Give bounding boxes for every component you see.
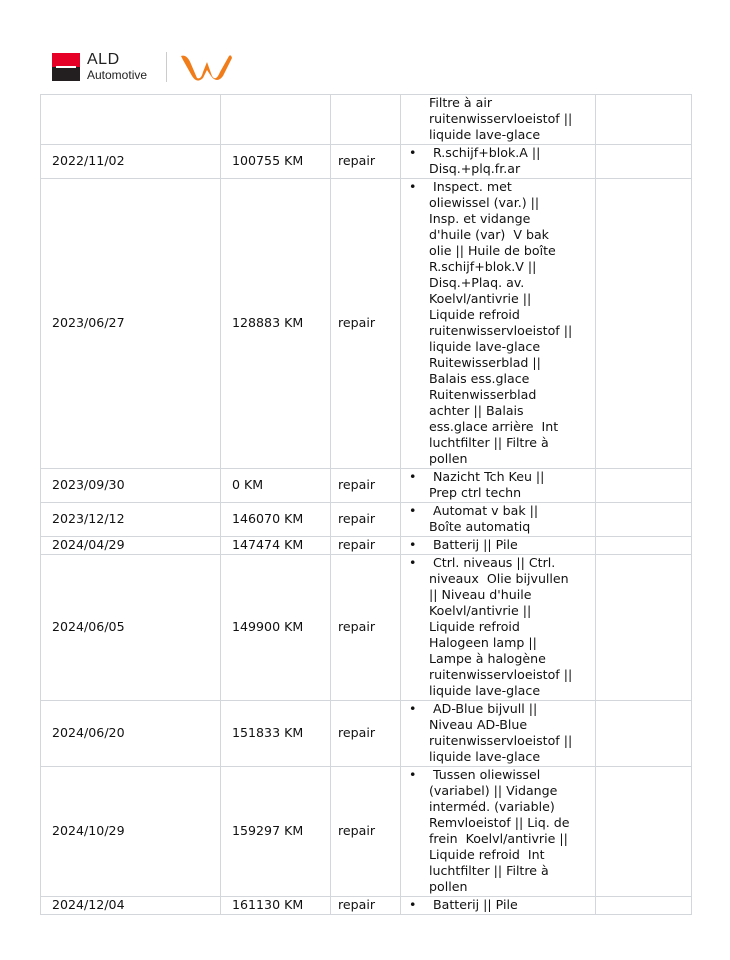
type-cell: repair [331,767,401,897]
mileage-cell: 0 KM [221,469,331,503]
description-text: Tussen oliewissel (variabel) || Vidange interméd. (variable) Remvloeistof || Liq. de frein Koelvl/antivrie || Liquide refroid Int luchtfilter || Filtre à pollen [429,767,570,894]
bullet-icon: • [409,897,417,912]
extra-cell [596,897,692,915]
table-row [41,767,692,897]
maintenance-history-table [40,94,692,915]
type-cell [331,95,401,145]
bullet-icon: • [409,145,417,160]
date-cell [41,95,221,145]
table-row [41,897,692,915]
extra-cell [596,767,692,897]
date-cell: 2024/06/20 [41,701,221,767]
date-cell: 2024/06/05 [41,555,221,701]
description-cell [401,897,596,915]
description-cell [401,469,596,503]
table-row [41,555,692,701]
type-cell: repair [331,503,401,537]
bullet-icon: • [409,767,417,782]
extra-cell [596,503,692,537]
brand-name: ALD [87,51,120,68]
description-cell [401,179,596,469]
date-cell: 2023/06/27 [41,179,221,469]
type-cell: repair [331,537,401,555]
table-row [41,145,692,179]
date-cell: 2023/09/30 [41,469,221,503]
date-cell: 2024/10/29 [41,767,221,897]
extra-cell [596,555,692,701]
description-cell [401,555,596,701]
description-text: Nazicht Tch Keu || Prep ctrl techn [429,469,545,500]
partner-w-logo [179,52,233,82]
mileage-cell: 128883 KM [221,179,331,469]
table-row [41,701,692,767]
description-text: Batterij || Pile [429,537,518,552]
description-cell [401,503,596,537]
table-row [41,95,692,145]
description-text: Inspect. met oliewissel (var.) || Insp. et vidange d'huile (var) V bak olie || Huile de boîte R.schijf+blok.V || Disq.+Plaq. av. Koelvl/antivrie || Liquide refroid ruitenwisservloeistof || liquide lave-glace Ruitewisserblad || Balais ess.glace Ruitenwisserblad achter || Balais ess.glace arrière Int luchtfilter || Filtre à pollen [429,179,573,466]
mileage-cell: 100755 KM [221,145,331,179]
type-cell: repair [331,897,401,915]
mileage-cell: 146070 KM [221,503,331,537]
date-cell: 2023/12/12 [41,503,221,537]
description-text: R.schijf+blok.A || Disq.+plq.fr.ar [429,145,541,176]
table-row [41,503,692,537]
description-cell [401,95,596,145]
type-cell: repair [331,469,401,503]
mileage-cell: 159297 KM [221,767,331,897]
description-text: Filtre à air ruitenwisservloeistof || liquide lave-glace [429,95,573,142]
description-text: AD-Blue bijvull || Niveau AD-Blue ruitenwisservloeistof || liquide lave-glace [429,701,573,764]
extra-cell [596,145,692,179]
description-cell [401,701,596,767]
bullet-icon: • [409,701,417,716]
ald-logo-mark [52,53,80,81]
bullet-icon: • [409,555,417,570]
type-cell: repair [331,555,401,701]
type-cell: repair [331,145,401,179]
description-text: Automat v bak || Boîte automatiq [429,503,539,534]
mileage-cell: 149900 KM [221,555,331,701]
description-cell [401,537,596,555]
description-text: Ctrl. niveaus || Ctrl. niveaux Olie bijvullen || Niveau d'huile Koelvl/antivrie || Liquide refroid Halogeen lamp || Lampe à halogène ruitenwisservloeistof || liquide lave-glace [429,555,573,698]
mileage-cell [221,95,331,145]
extra-cell [596,179,692,469]
bullet-icon: • [409,537,417,552]
mileage-cell: 147474 KM [221,537,331,555]
mileage-cell: 151833 KM [221,701,331,767]
description-cell [401,145,596,179]
logo-divider [166,52,167,82]
bullet-icon: • [409,503,417,518]
date-cell: 2024/04/29 [41,537,221,555]
description-text: Batterij || Pile [429,897,518,912]
description-cell [401,767,596,897]
type-cell: repair [331,179,401,469]
type-cell: repair [331,701,401,767]
date-cell: 2022/11/02 [41,145,221,179]
mileage-cell: 161130 KM [221,897,331,915]
table-row [41,469,692,503]
extra-cell [596,537,692,555]
bullet-icon: • [409,469,417,484]
brand-subtitle: Automotive [87,68,148,82]
extra-cell [596,95,692,145]
table-row [41,537,692,555]
table-row [41,179,692,469]
extra-cell [596,701,692,767]
bullet-icon: • [409,179,417,194]
extra-cell [596,469,692,503]
date-cell: 2024/12/04 [41,897,221,915]
